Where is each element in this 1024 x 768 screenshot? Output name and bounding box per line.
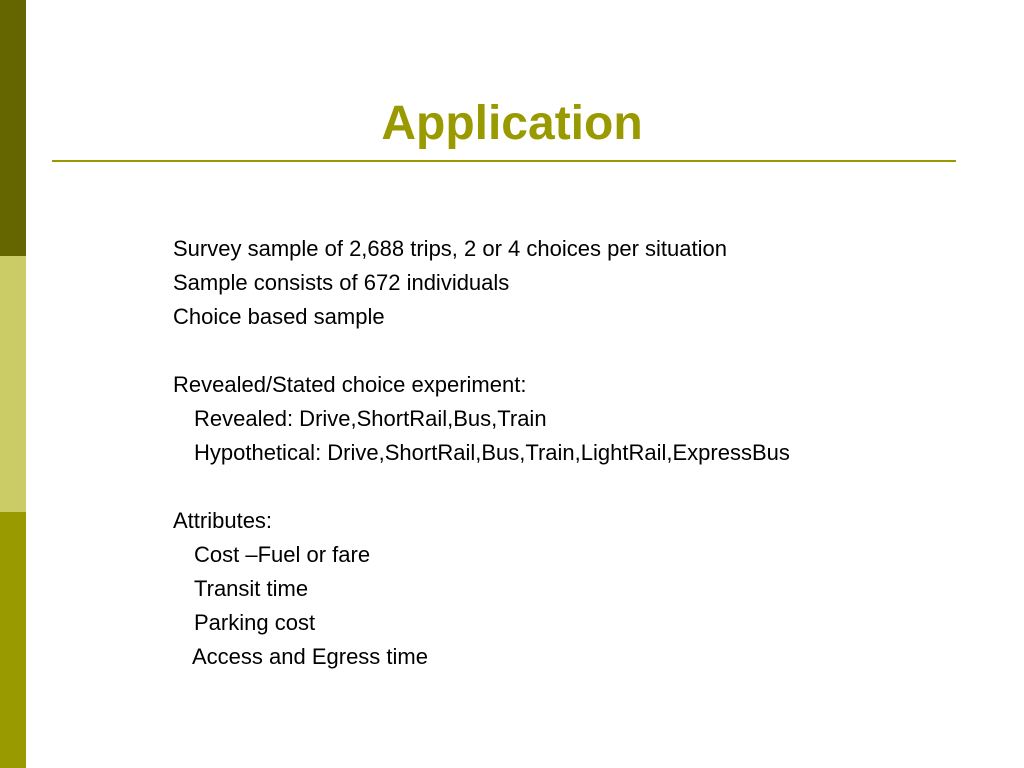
- body-line-choice-based: Choice based sample: [173, 304, 385, 329]
- sidebar-segment-light: [0, 256, 26, 512]
- experiment-heading: Revealed/Stated choice experiment:: [173, 372, 527, 397]
- experiment-revealed: Revealed: Drive,ShortRail,Bus,Train: [194, 406, 547, 431]
- spacer: [173, 470, 973, 504]
- attribute-access-egress: Access and Egress time: [192, 644, 428, 669]
- title-divider: [52, 160, 956, 162]
- sidebar-segment-olive: [0, 512, 26, 768]
- slide-body: [173, 232, 973, 674]
- spacer: [173, 334, 973, 368]
- slide-title: Application: [381, 97, 643, 150]
- body-line-survey: Survey sample of 2,688 trips, 2 or 4 choices per situation: [173, 236, 727, 261]
- attribute-parking-cost: Parking cost: [194, 610, 316, 635]
- body-line-sample: Sample consists of 672 individuals: [173, 270, 510, 295]
- attributes-heading: Attributes:: [173, 508, 273, 533]
- attribute-transit-time: Transit time: [194, 576, 309, 601]
- experiment-hypothetical: Hypothetical: Drive,ShortRail,Bus,Train,LightRail,ExpressBus: [194, 440, 790, 465]
- attribute-cost: Cost –Fuel or fare: [194, 542, 371, 567]
